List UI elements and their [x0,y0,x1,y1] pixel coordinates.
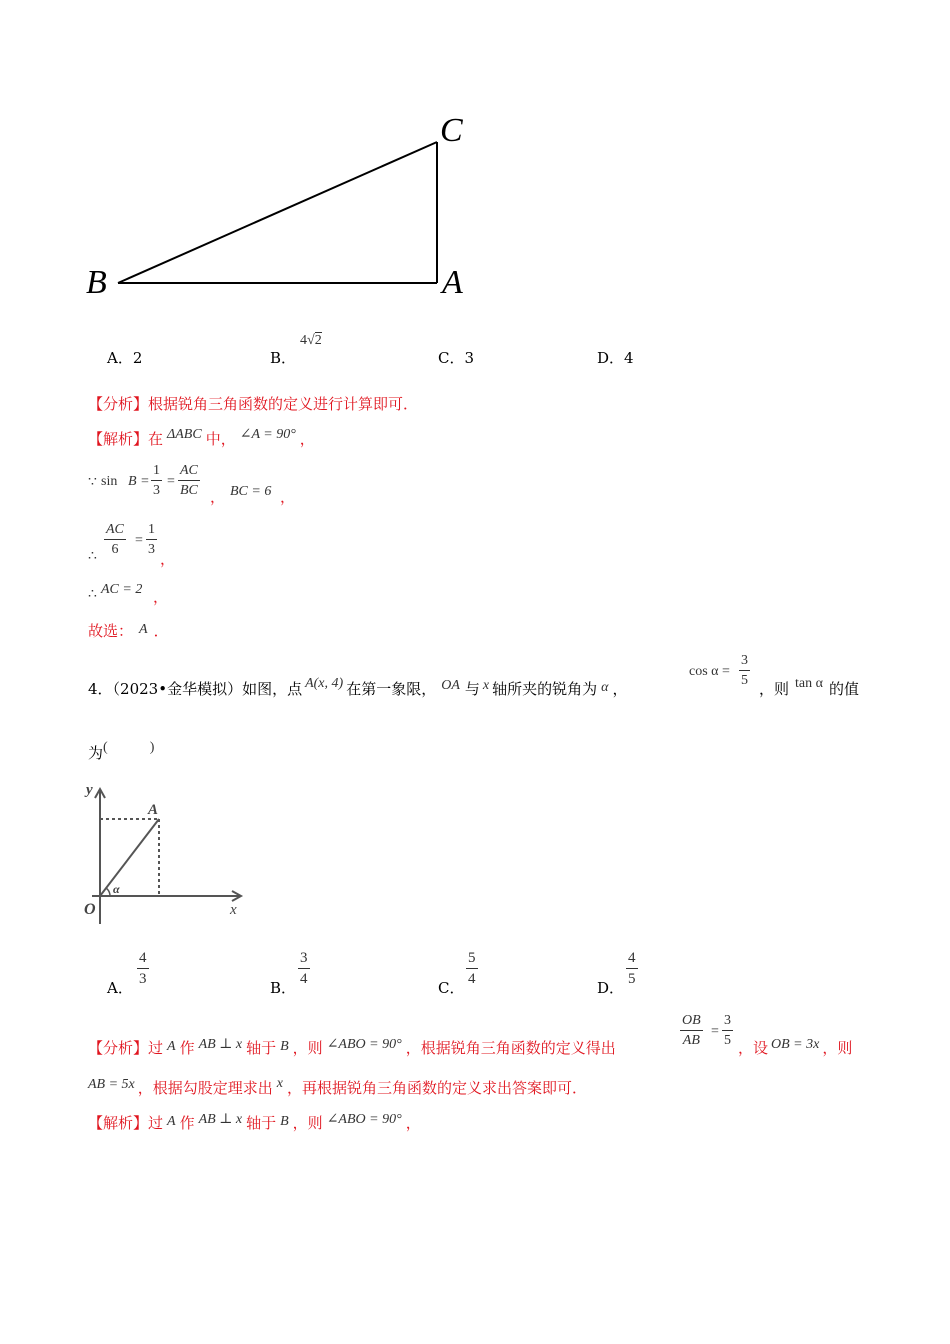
q4-analysis-line1 [88,1037,616,1058]
stem-text: 在第一象限， [346,680,437,698]
therefore-symbol: ∴ [88,549,97,564]
conclusion-prefix: 故选： [88,622,134,640]
vertex-label-a: A [442,264,463,301]
denominator: BC [180,483,198,498]
var-x: x [276,1076,283,1091]
an-text: 作 [179,1039,195,1057]
q4-stem-line1 [88,678,628,699]
angle-abo: ∠ABO = 90° [326,1112,402,1127]
an-text: 轴于 [246,1039,277,1057]
frac-three-fifths [739,651,750,690]
cos-alpha-label: cos α = [689,664,730,679]
analysis-text: 根据锐角三角函数的定义进行计算即可． [148,395,419,413]
numerator: 1 [146,520,157,540]
an-text: ，则 [822,1039,853,1057]
q3-option-b-label: B． [270,349,297,367]
q3-option-a-value: 2 [132,349,143,367]
numerator: 4 [626,948,638,969]
equals: = [141,474,149,489]
ab-perp-x: AB ⊥ x [198,1037,243,1052]
stem-text: 的值 [828,680,859,698]
var-b: B [280,1039,289,1054]
stem-text: ，则 [759,680,790,698]
numerator: 3 [739,651,750,671]
an-text: ，设 [738,1039,769,1057]
sol-comma: ， [280,488,296,506]
triangle-figure [80,105,480,305]
denominator: 4 [468,971,476,987]
stem-text: 为 [88,744,104,762]
conclusion-choice: A [139,622,148,637]
q3-option-a-label: A． [107,349,133,367]
q3-option-b-coef: 4 [300,333,307,348]
blank-close: ) [149,740,155,755]
sol-text: 在 [148,430,164,448]
solution-tag: 【解析】 [88,430,149,448]
var-b: B [280,1114,289,1129]
so-text: ，则 [292,1114,323,1132]
q3-option-c-label: C． [438,349,465,367]
q3-option-d[interactable] [597,347,634,368]
q4-option-d-frac [626,948,638,989]
stem-text: ， [612,680,628,698]
denominator: 3 [153,483,160,498]
denominator: 5 [724,1033,731,1048]
an-text: 过 [148,1039,164,1057]
vertex-label-b: B [86,264,107,301]
ob-equals-3x: OB = 3x [771,1037,820,1052]
var-a: A [167,1114,176,1129]
ab-equals-5x: AB = 5x [88,1077,135,1092]
so-text: ， [405,1114,421,1132]
sol-text: 中， [205,430,236,448]
frac-ac-bc [178,461,200,500]
q3-option-d-label: D． [597,349,625,367]
denominator: 3 [139,971,147,987]
numerator: 3 [298,948,310,969]
point-a-label: A [148,802,159,818]
q4-analysis-line2 [88,1077,587,1098]
q3-option-c[interactable] [438,347,474,368]
question-number: 4． [88,680,113,698]
ab-perp-x: AB ⊥ x [198,1112,243,1127]
denominator: 5 [628,971,636,987]
sol-comma: ， [160,550,176,568]
sol-comma: ， [210,488,226,506]
q4-solution-line1 [88,1112,421,1133]
q3-solution-line1 [88,428,315,449]
question-source: （2023•金华模拟） [112,680,243,698]
angle-abo: ∠ABO = 90° [326,1037,402,1052]
vertex-label-c: C [440,112,463,149]
an-text: ，根据锐角三角函数的定义得出 [405,1039,616,1057]
frac-one-third [151,461,162,500]
numerator: AC [104,520,126,540]
numerator: OB [680,1011,703,1031]
side-bc [118,142,437,283]
denominator: 6 [111,542,119,557]
so-text: 作 [179,1114,195,1132]
ac-equals-2: AC = 2 [101,582,143,597]
so-text: 过 [148,1114,164,1132]
sol-text: ， [299,430,315,448]
an-text: ，再根据锐角三角函数的定义求出答案即可． [287,1079,588,1097]
q4-option-b-frac [298,948,310,989]
denominator: 3 [148,542,155,557]
equals: = [711,1024,719,1039]
numerator: 3 [722,1011,733,1031]
var-x: x [482,678,490,693]
equals: = [167,474,175,489]
equals: = [135,533,143,548]
analysis-tag: 【分析】 [88,395,149,413]
an-text: ，根据勾股定理求出 [137,1079,273,1097]
coordinate-figure [80,778,250,928]
x-axis-label: x [230,902,237,918]
numerator: 1 [151,461,162,481]
numerator: 4 [137,948,149,969]
segment-oa-line [100,819,159,896]
var-alpha: α [601,680,609,695]
alpha-label: α [113,882,120,896]
q3-option-d-value: 4 [624,349,634,367]
alpha-arc [106,888,110,896]
blank-open: ( [103,740,108,755]
because-symbol: ∵ [88,475,97,490]
q3-option-b[interactable] [270,347,296,368]
numerator: 5 [466,948,478,969]
angle-a: ∠A = 90° [239,427,296,442]
q4-option-b[interactable]: B． [270,979,297,997]
y-axis-label: y [86,782,93,798]
q4-option-a[interactable]: A． [107,979,133,997]
q4-option-a-frac [137,948,149,989]
frac-ac-6 [104,520,126,559]
sol-comma: ， [153,588,169,606]
frac-ob-ab [680,1011,703,1050]
an-text: ，则 [292,1039,323,1057]
origin-label: O [84,901,96,918]
q3-analysis [88,393,418,414]
q4-stem-line1-end [759,678,859,699]
bc-equals-6: BC = 6 [230,484,272,499]
frac-three-fifths-b [722,1011,733,1050]
sqrt-radicand: 2 [314,333,322,348]
sin-label: sin [101,474,118,489]
q3-option-b-value [300,333,322,349]
denominator: AB [682,1033,700,1048]
frac-one-third-b [146,520,157,559]
sol-period: ． [153,622,169,640]
segment-oa: OA [441,678,460,693]
denominator: 4 [300,971,308,987]
therefore-symbol: ∴ [88,587,97,602]
so-text: 轴于 [246,1114,277,1132]
analysis-tag: 【分析】 [88,1039,149,1057]
numerator: AC [178,461,200,481]
stem-text: 轴所夹的锐角为 [492,680,598,698]
q4-option-c-frac [466,948,478,989]
q4-option-d[interactable]: D． [597,979,625,997]
sin-arg-b: B [128,474,137,489]
q4-analysis-line1-end [738,1037,852,1058]
q4-option-c[interactable]: C． [438,979,465,997]
denominator: 5 [741,673,748,688]
q4-stem-line2 [88,742,154,763]
sqrt-symbol: √ [307,333,315,348]
stem-text: 如图，点 [242,680,303,698]
tan-alpha: tan α [795,676,823,691]
triangle-abc: ΔABC [167,427,202,442]
var-a: A [167,1039,176,1054]
q3-option-a[interactable] [107,347,142,368]
point-a: A(x, 4) [305,676,344,691]
q3-conclusion [88,620,169,641]
stem-text: 与 [464,680,480,698]
q3-option-c-value: 3 [464,349,475,367]
solution-tag: 【解析】 [88,1114,149,1132]
